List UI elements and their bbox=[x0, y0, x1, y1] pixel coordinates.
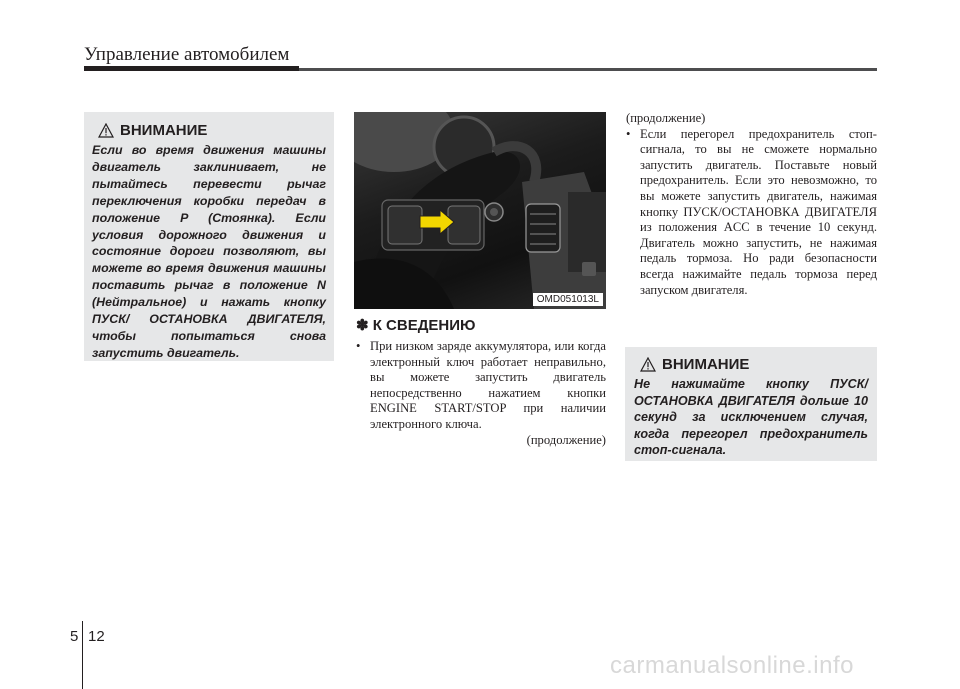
header-rule-accent bbox=[84, 66, 299, 71]
dashboard-illustration bbox=[354, 112, 606, 309]
warning-body-right: Не нажимайте кнопку ПУСК/ ОСТАНОВКА ДВИГАТЕЛЯ дольше 10 секунд за исключением случая, когда перегорел предохранитель стоп-сигнала. bbox=[634, 377, 868, 458]
note-body: При низком заряде аккумулятора, или когда электронный ключ работает неправильно, вы можете запустить двигатель непосредственно нажатием кнопки ENGINE START/STOP при наличии электронного ключа. bbox=[370, 339, 606, 431]
warning-box-left bbox=[84, 112, 334, 361]
note-bullet-item bbox=[356, 339, 606, 433]
warning-triangle-icon bbox=[98, 123, 114, 138]
warning-heading-text-left: ВНИМАНИЕ bbox=[120, 122, 208, 139]
page-header-title: Управление автомобилем bbox=[84, 44, 290, 65]
continued-label-mid: (продолжение) bbox=[526, 432, 606, 447]
warning-heading-right bbox=[640, 356, 868, 373]
dashboard-photo bbox=[354, 112, 606, 309]
right-body: Если перегорел предохранитель стоп-сигнала, то вы не сможете нормально запустить двигатель. Поставьте новый предохранитель. Если это невозможно, то вы можете запустить двигатель, нажимая кнопку ПУСК/ОСТАНОВКА ДВИГАТЕЛЯ из положения ACC в течение 10 секунд. Двигатель можно запустить, не нажимая педаль тормоза. Но ради безопасности всегда нажимайте педаль тормоза перед запуском двигателя. bbox=[640, 126, 877, 297]
warning-box-right bbox=[625, 347, 877, 461]
warning-triangle-icon bbox=[640, 357, 656, 372]
photo-caption-code: OMD051013L bbox=[533, 293, 603, 306]
note-heading: ✽ К СВЕДЕНИЮ bbox=[356, 317, 476, 334]
warning-heading-left bbox=[98, 122, 326, 139]
warning-body-left: Если во время движения машины двигатель заклинивает, не пытайтесь перевести рычаг переключения коробки передач в положение P (Стоянка). Если условия дорожного движения и состояние дороги позволяют, вы можете во время движения машины поставить рычаг в положение N (Нейтральное) и нажать кнопку ПУСК/ ОСТАНОВКА ДВИГАТЕЛЯ, чтобы попытаться снова запустить двигатель. bbox=[92, 143, 326, 360]
watermark-url: carmanualsonline.info bbox=[610, 652, 854, 679]
continued-label-right: (продолжение) bbox=[626, 111, 706, 125]
bullet-marker: • bbox=[626, 126, 631, 141]
bullet-marker: • bbox=[356, 339, 361, 353]
warning-heading-text-right: ВНИМАНИЕ bbox=[662, 356, 750, 373]
page-number-divider bbox=[82, 621, 83, 689]
right-column bbox=[626, 111, 877, 298]
section-number: 5 bbox=[70, 628, 79, 645]
right-bullet-item bbox=[626, 127, 877, 299]
note-column bbox=[356, 339, 606, 448]
page-number: 12 bbox=[88, 628, 105, 645]
